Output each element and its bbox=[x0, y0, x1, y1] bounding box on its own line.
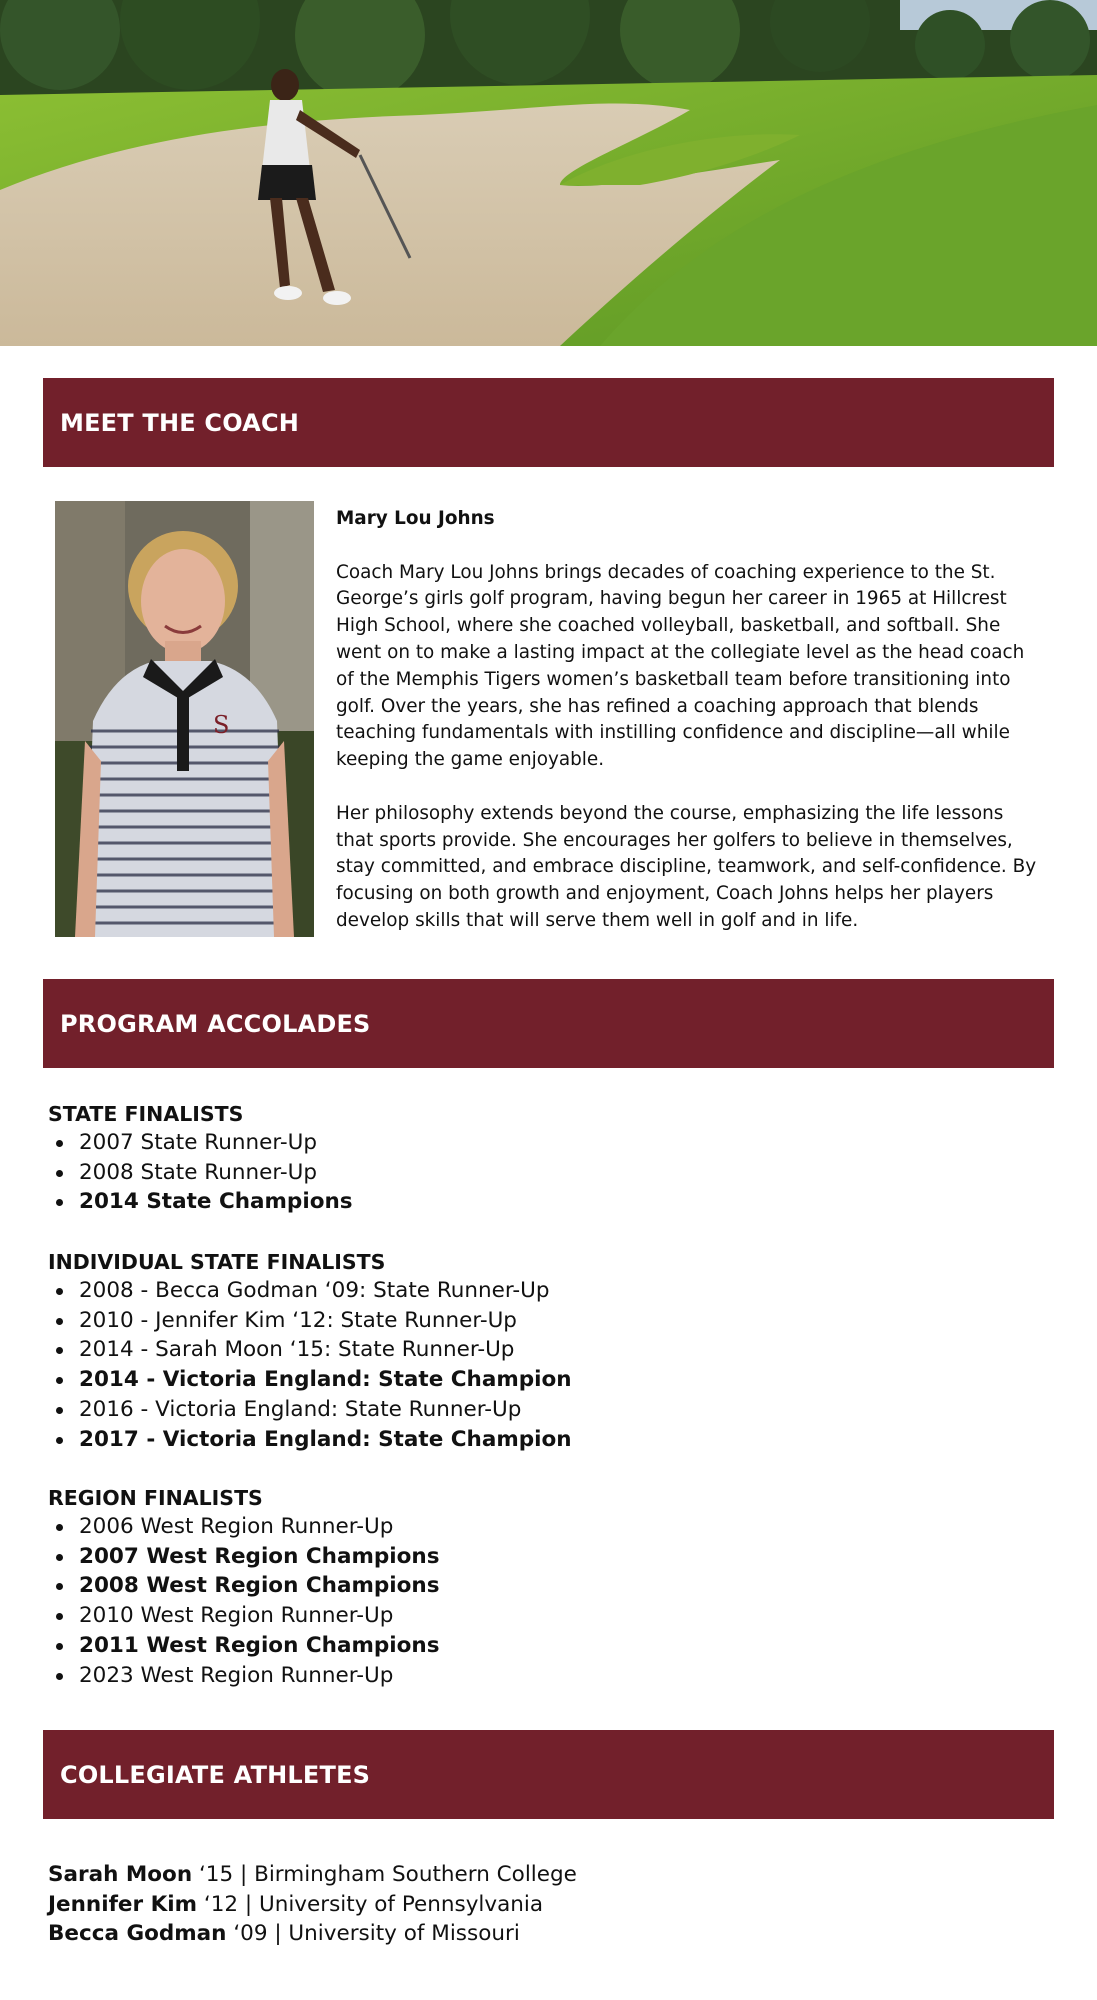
list-item: 2008 West Region Champions bbox=[48, 1571, 748, 1601]
coach-portrait bbox=[55, 501, 314, 937]
list-item: 2017 - Victoria England: State Champion bbox=[48, 1425, 748, 1455]
list-item: 2023 West Region Runner-Up bbox=[48, 1661, 748, 1691]
coach-bio bbox=[336, 506, 1041, 962]
section-title: MEET THE COACH bbox=[60, 408, 300, 437]
athlete-entry bbox=[48, 1919, 948, 1949]
region-finalists-list bbox=[48, 1484, 748, 1690]
list-item: 2006 West Region Runner-Up bbox=[48, 1512, 748, 1542]
athlete-entry bbox=[48, 1890, 948, 1920]
list-item: 2014 - Sarah Moon ‘15: State Runner-Up bbox=[48, 1335, 748, 1365]
meet-the-coach-header bbox=[43, 378, 1054, 467]
list-heading: STATE FINALISTS bbox=[48, 1102, 244, 1126]
list-heading: REGION FINALISTS bbox=[48, 1486, 263, 1510]
athlete-detail: ‘12 | University of Pennsylvania bbox=[197, 1891, 544, 1917]
list-item: 2011 West Region Champions bbox=[48, 1631, 748, 1661]
section-title: PROGRAM ACCOLADES bbox=[60, 1009, 371, 1038]
list-item: 2016 - Victoria England: State Runner-Up bbox=[48, 1395, 748, 1425]
individual-state-finalists-list bbox=[48, 1248, 748, 1454]
coach-name: Mary Lou Johns bbox=[336, 508, 495, 529]
list-heading: INDIVIDUAL STATE FINALISTS bbox=[48, 1250, 386, 1274]
athlete-name: Sarah Moon bbox=[48, 1862, 193, 1887]
hero-image bbox=[0, 0, 1097, 346]
list-item: 2007 State Runner-Up bbox=[48, 1128, 748, 1158]
state-finalists-list bbox=[48, 1100, 748, 1217]
coach-bio-paragraph-2: Her philosophy extends beyond the course, emphasizing the life lessons that sports provide. She encourages her golfers to believe in themselves, stay committed, and embrace discipline, teamwork, and self-confidence. By focusing on both growth and enjoyment, Coach Johns helps her players develop skills that will serve them well in golf and in life. bbox=[336, 802, 1037, 931]
svg-text:S: S bbox=[213, 711, 230, 739]
athlete-name: Becca Godman bbox=[48, 1921, 227, 1946]
section-title: COLLEGIATE ATHLETES bbox=[60, 1760, 371, 1789]
golfer-in-bunker-photo bbox=[0, 0, 1097, 346]
list-item: 2010 West Region Runner-Up bbox=[48, 1601, 748, 1631]
collegiate-athletes-list bbox=[48, 1860, 948, 1949]
list-item: 2014 State Champions bbox=[48, 1187, 748, 1217]
list-item: 2008 - Becca Godman ‘09: State Runner-Up bbox=[48, 1276, 748, 1306]
coach-bio-paragraph-1: Coach Mary Lou Johns brings decades of coaching experience to the St. George’s girls golf program, having begun her career in 1965 at Hillcrest High School, where she coached volleyball, basketball, and softball. She went on to make a lasting impact at the collegiate level as the head coach of the Memphis Tigers women’s basketball team before transitioning into golf. Over the years, she has refined a coaching approach that blends teaching fundamentals with instilling confidence and discipline—all while keeping the game enjoyable. bbox=[336, 561, 1025, 771]
athlete-entry bbox=[48, 1860, 948, 1890]
list-item: 2007 West Region Champions bbox=[48, 1542, 748, 1572]
list-item: 2014 - Victoria England: State Champion bbox=[48, 1365, 748, 1395]
athlete-detail: ‘15 | Birmingham Southern College bbox=[192, 1862, 577, 1887]
collegiate-athletes-header bbox=[43, 1730, 1054, 1819]
athlete-name: Jennifer Kim bbox=[48, 1891, 198, 1917]
coach-portrait-photo bbox=[55, 501, 314, 937]
athlete-detail: ‘09 | University of Missouri bbox=[226, 1921, 520, 1946]
list-item: 2008 State Runner-Up bbox=[48, 1158, 748, 1188]
list-item: 2010 - Jennifer Kim ‘12: State Runner-Up bbox=[48, 1306, 748, 1336]
program-accolades-header bbox=[43, 979, 1054, 1068]
